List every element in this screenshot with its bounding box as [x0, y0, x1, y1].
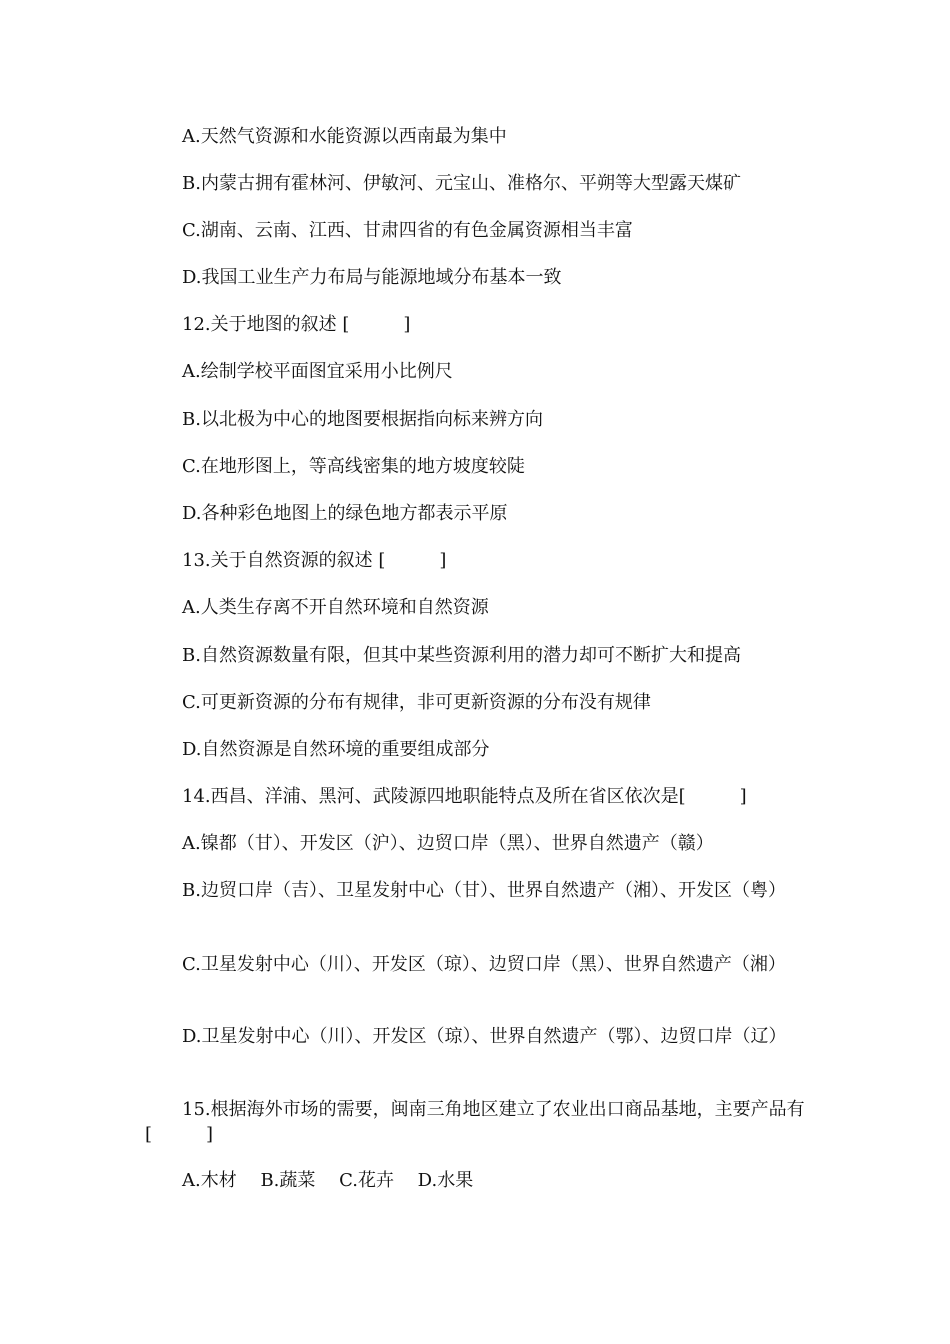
- option-11d: D.我国工业生产力布局与能源地域分布基本一致: [182, 267, 562, 288]
- option-13a: A.人类生存离不开自然环境和自然资源: [182, 597, 489, 618]
- option-14a: A.镍都（甘）、开发区（沪）、边贸口岸（黑）、世界自然遗产（赣）: [182, 833, 714, 854]
- question-15: 15.根据海外市场的需要，闽南三角地区建立了农业出口商品基地，主要产品有[ ]: [145, 1099, 805, 1145]
- question-12: 12.关于地图的叙述 [ ]: [182, 314, 411, 335]
- option-13d: D.自然资源是自然环境的重要组成部分: [182, 739, 490, 760]
- option-12b: B.以北极为中心的地图要根据指向标来辨方向: [182, 409, 543, 430]
- option-12d: D.各种彩色地图上的绿色地方都表示平原: [182, 503, 508, 524]
- option-13b: B.自然资源数量有限，但其中某些资源利用的潜力却可不断扩大和提高: [182, 645, 741, 666]
- options-15: A.木材 B.蔬菜 C.花卉 D.水果: [182, 1170, 474, 1191]
- option-14b: B.边贸口岸（吉）、卫星发射中心（甘）、世界自然遗产（湘）、开发区（粤）: [182, 880, 786, 901]
- question-13: 13.关于自然资源的叙述 [ ]: [182, 550, 447, 571]
- option-12c: C.在地形图上，等高线密集的地方坡度较陡: [182, 456, 525, 477]
- option-14d: D.卫星发射中心（川）、开发区（琼）、世界自然遗产（鄂）、边贸口岸（辽）: [182, 1026, 787, 1047]
- question-14: 14.西昌、洋浦、黑河、武陵源四地职能特点及所在省区依次是[ ]: [182, 786, 747, 807]
- option-12a: A.绘制学校平面图宜采用小比例尺: [182, 361, 453, 382]
- option-11c: C.湖南、云南、江西、甘肃四省的有色金属资源相当丰富: [182, 220, 633, 241]
- option-11b: B.内蒙古拥有霍林河、伊敏河、元宝山、准格尔、平朔等大型露天煤矿: [182, 173, 741, 194]
- option-14c: C.卫星发射中心（川）、开发区（琼）、边贸口岸（黑）、世界自然遗产（湘）: [182, 954, 786, 975]
- option-11a: A.天然气资源和水能资源以西南最为集中: [182, 126, 507, 147]
- option-13c: C.可更新资源的分布有规律，非可更新资源的分布没有规律: [182, 692, 651, 713]
